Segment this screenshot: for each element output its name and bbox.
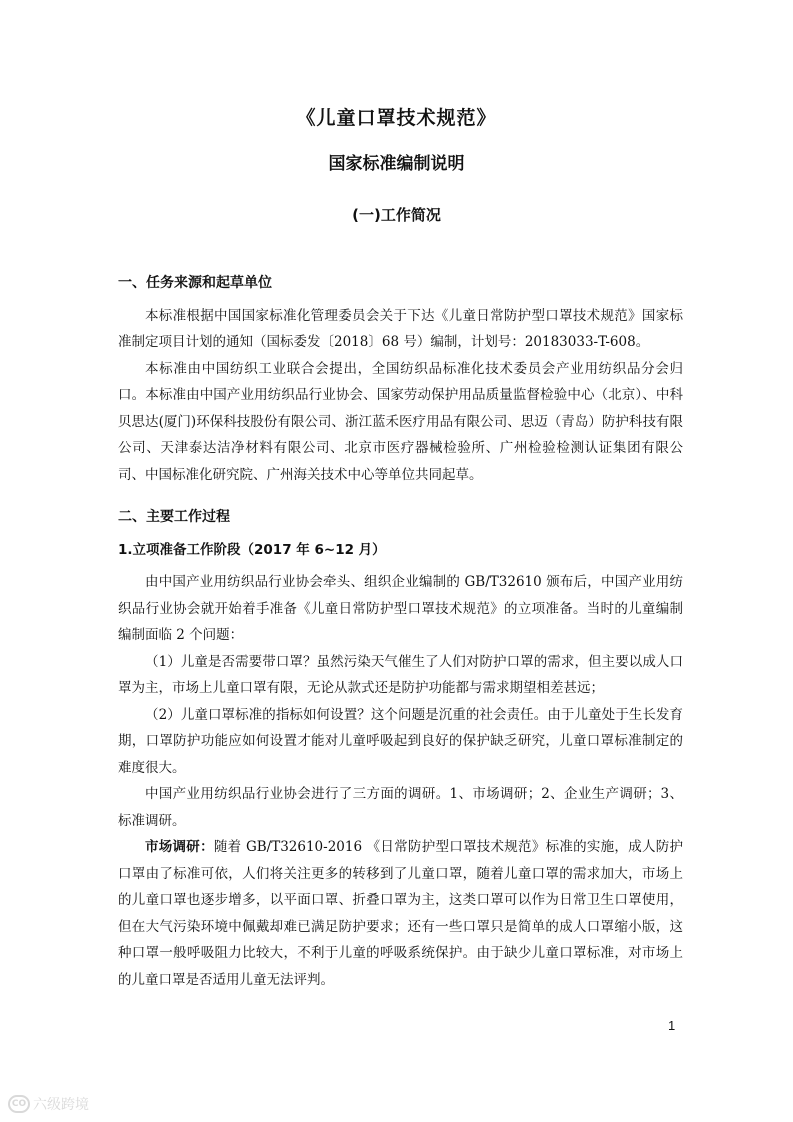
document-subtitle: 国家标准编制说明 xyxy=(328,154,465,174)
paragraph-lead: 市场调研： xyxy=(145,839,214,855)
paragraph: 本标准由中国纺织工业联合会提出，全国纺织品标准化技术委员会产业用纺织品分会归口。本标准由中国产业用纺织品行业协会、国家劳动保护用品质量监督检验中心（北京）、中科贝思达(厦门)环保科技股份有限公司、浙江蓝禾医疗用品有限公司、思迈（青岛）防护科技有限公司、天津泰达洁净材料有限公司、北京市医疗器械检验所、广州检验检测认证集团有限公司、中国标准化研究院、广州海关技术中心等单位共同起草。 xyxy=(118,360,683,483)
subsection-heading: 1.立项准备工作阶段（2017 年 6~12 月） xyxy=(118,541,386,558)
paragraph: （1）儿童是否需要带口罩？虽然污染天气催生了人们对防护口罩的需求，但主要以成人口罩为主，市场上儿童口罩有限，无论从款式还是防护功能都与需求期望相差甚远； xyxy=(118,653,683,696)
watermark-text: 六级跨境 xyxy=(33,1097,89,1113)
document-body xyxy=(118,268,683,993)
paragraph: 本标准根据中国国家标准化管理委员会关于下达《儿童日常防护型口罩技术规范》国家标准制定项目计划的通知（国标委发〔2018〕68 号）编制，计划号：20183033-T-608。 xyxy=(118,307,683,350)
watermark xyxy=(8,1094,89,1114)
paragraph-body: 随着 GB/T32610-2016 《日常防护型口罩技术规范》标准的实施，成人防护口罩由了标准可依，人们将关注更多的转移到了儿童口罩，随着儿童口罩的需求加大，市场上的儿童口罩也逐步增多，以平面口罩、折叠口罩为主，这类口罩可以作为日常卫生口罩使用，但在大气污染环境中佩戴却难已满足防护要求；还有一些口罩只是简单的成人口罩缩小版，这种口罩一般呼吸阻力比较大，不利于儿童的呼吸系统保护。由于缺少儿童口罩标准，对市场上的儿童口罩是否适用儿童无法评判。 xyxy=(118,839,684,988)
paragraph: 中国产业用纺织品行业协会进行了三方面的调研。1、市场调研；2、企业生产调研；3、标准调研。 xyxy=(118,786,683,829)
page-number: 1 xyxy=(668,1018,676,1033)
paragraph: 由中国产业用纺织品行业协会牵头、组织企业编制的 GB/T32610 颁布后，中国产业用纺织品行业协会就开始着手准备《儿童日常防护型口罩技术规范》的立项准备。当时的儿童编制编制面临 2 个问题： xyxy=(118,574,683,643)
section-heading-1: 一、任务来源和起草单位 xyxy=(118,275,272,291)
paragraph xyxy=(118,834,683,993)
watermark-logo-icon: CO xyxy=(8,1095,30,1113)
paragraph: （2）儿童口罩标准的指标如何设置？这个问题是沉重的社会责任。由于儿童处于生长发育期，口罩防护功能应如何设置才能对儿童呼吸起到良好的保护缺乏研究，儿童口罩标准制定的难度很大。 xyxy=(118,706,683,776)
section-heading-2: 二、主要工作过程 xyxy=(118,509,230,525)
section-title: (一)工作简况 xyxy=(352,206,441,224)
document-title: 《儿童口罩技术规范》 xyxy=(296,107,497,129)
